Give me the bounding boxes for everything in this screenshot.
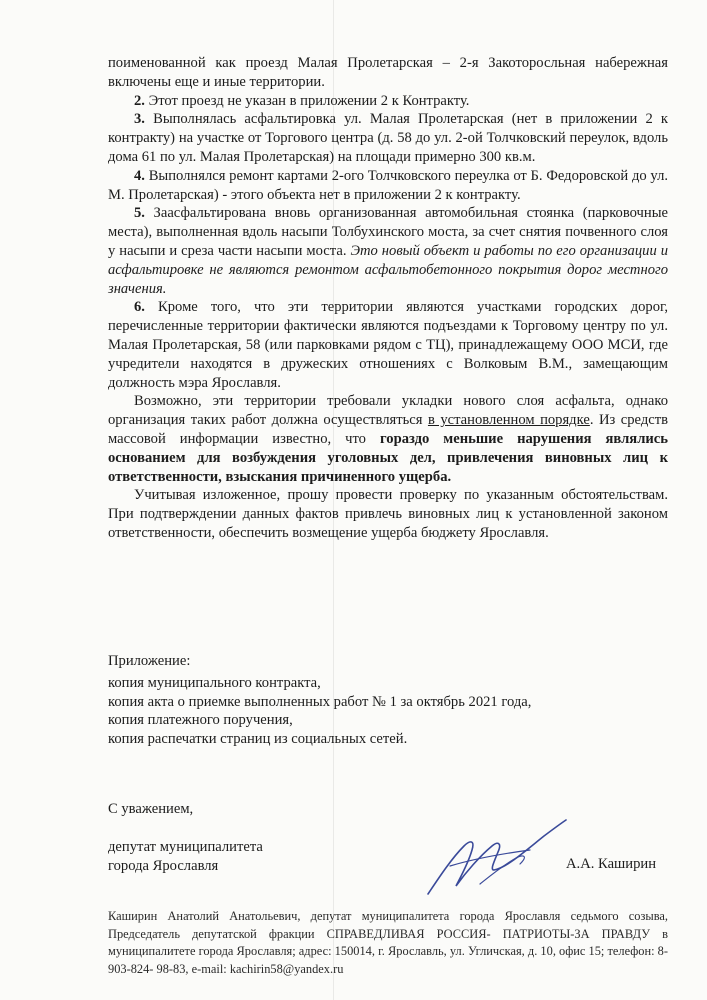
paragraph-text: Выполнялась асфальтировка ул. Малая Пролетарская (нет в приложении 2 к контракту) на участке от Торгового центра (д. 58 до ул. 2-ой Толчковский переулок, вдоль дома 61 по ул. Малая Пролетарская) на площади примерно 300 кв.м. <box>108 111 668 165</box>
paragraph-text: Выполнялся ремонт картами 2-ого Толчковского переулка от Б. Федоровской до ул. М. Пролетарская) - этого объекта нет в приложении 2 к контракту. <box>108 167 668 203</box>
attachment-item: копия распечатки страниц из социальных сетей. <box>108 731 408 748</box>
letter-body <box>108 54 668 543</box>
underlined-phrase: в установленном порядке <box>427 412 590 429</box>
paragraph-6 <box>108 298 668 392</box>
paragraph-2 <box>108 92 668 111</box>
attachment-item: копия муниципального контракта, <box>108 674 321 691</box>
paragraph-number: 4. <box>134 167 145 184</box>
paragraph-number: 6. <box>134 299 145 316</box>
paragraph-text: Заасфальтирована вновь организованная автомобильная стоянка (парковочные места), выполненная вдоль насыпи Толбухинского моста, за счет снятия почвенного слоя у насыпи и среза части насыпи моста. <box>108 205 668 259</box>
attachments-heading: Приложение: <box>108 653 191 669</box>
paragraph-text: Кроме того, что эти территории являются участками городских дорог, перечисленные территории фактически являются подъездами к Торговому центру по ул. Малая Пролетарская, 58 (или парковками рядом с ТЦ), принадлежащему ООО МСИ, где учредители находятся в дружеских отношениях с Волковым В.М., замещающим должность мэра Ярославля. <box>108 299 668 391</box>
footer-text: Каширин Анатолий Анатольевич, депутат муниципалитета города Ярославля седьмого созыва, Председатель депутатской фракции СПРАВЕДЛИВАЯ РОССИЯ- ПАТРИОТЫ-ЗА ПРАВДУ в муниципалитете города Ярославля; адрес: 150014, г. Ярославль, ул. Угличская, д. 10, офис 15; телефон: 8-903-824- 98-83, e-mail: kachirin58@yandex.ru <box>108 909 668 976</box>
signer-role-line: депутат муниципалитета <box>108 839 263 855</box>
paragraph-request: Учитывая изложенное, прошу провести проверку по указанным обстоятельствам. При подтверждении данных фактов привлечь виновных лиц к установленной законом ответственности, обеспечить возмещение ущерба бюджету Ярославля. <box>108 487 668 541</box>
paragraph-5 <box>108 204 668 298</box>
signer-role-line: города Ярославля <box>108 857 219 874</box>
paragraph-3 <box>108 110 668 166</box>
signer-name: А.А. Каширин <box>566 856 657 872</box>
paragraph-4 <box>108 167 668 205</box>
paragraph-italic-note: Это новый объект и работы по его организации и асфальтировке не являются ремонтом асфальтобетонного покрытия дорог местного значения. <box>108 242 669 297</box>
signer-role <box>108 838 263 876</box>
paragraph-possibly <box>108 392 668 486</box>
paragraph-continuation: поименованной как проезд Малая Пролетарская – 2-я Закоторосльная набережная включены еще и иные территории. <box>108 55 668 90</box>
paragraph-number: 2. <box>134 92 145 109</box>
paragraph-number: 5. <box>134 205 145 222</box>
paragraph-text: . Из средств массовой информации известно, что <box>108 412 669 447</box>
author-contact-footer <box>108 908 668 978</box>
bold-statement: гораздо меньшие нарушения являлись основанием для возбуждения уголовных дел, привлечения виновных лиц к ответственности, взыскания причиненного ущерба. <box>108 430 668 485</box>
handwritten-signature <box>420 806 570 906</box>
attachment-item: копия акта о приемке выполненных работ № 1 за октябрь 2021 года, <box>108 693 532 710</box>
paragraph-text: Возможно, эти территории требовали укладки нового слоя асфальта, однако организация таких работ должна осуществляться <box>108 393 668 429</box>
attachment-item: копия платежного поручения, <box>108 712 293 729</box>
paragraph-number: 3. <box>134 111 145 128</box>
attachments-list <box>108 652 668 749</box>
paragraph-text: Этот проезд не указан в приложении 2 к Контракту. <box>144 92 470 109</box>
closing-salutation: С уважением, <box>108 801 194 817</box>
